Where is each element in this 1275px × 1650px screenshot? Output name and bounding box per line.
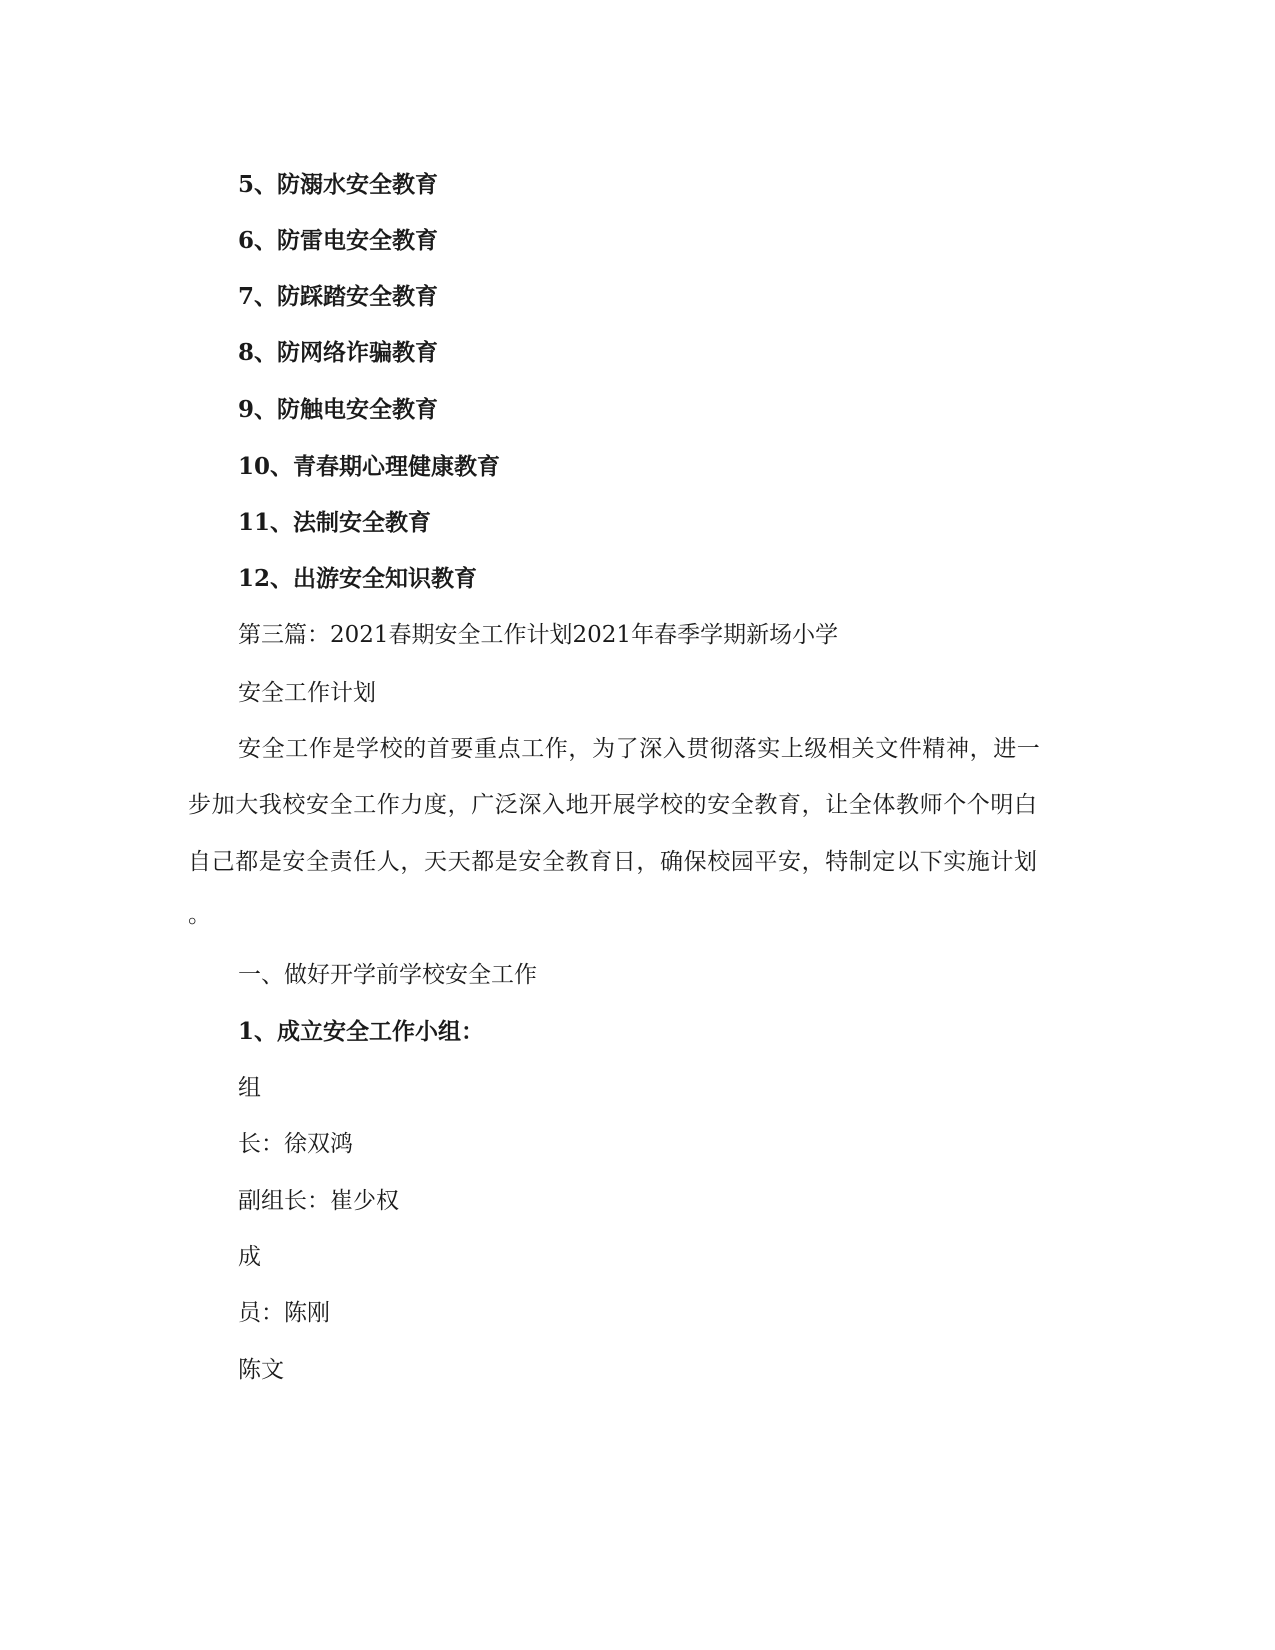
list-item: 11、法制安全教育 [238,509,432,536]
section-heading: 第三篇：2021春期安全工作计划2021年春季学期新场小学 [238,622,839,648]
group-member-line: 员：陈刚 [238,1300,330,1326]
part-one-heading: 一、做好开学前学校安全工作 [238,962,537,988]
list-item: 5、防溺水安全教育 [238,171,439,198]
list-item: 6、防雷电安全教育 [238,227,439,254]
item-one-heading: 1、成立安全工作小组： [238,1018,485,1045]
group-leader-char: 组 [238,1075,261,1101]
group-leader-line: 长：徐双鸿 [238,1131,353,1157]
intro-paragraph-line: 安全工作是学校的首要重点工作，为了深入贯彻落实上级相关文件精神，进一 [238,736,1041,762]
intro-paragraph-line: 自己都是安全责任人，天天都是安全教育日，确保校园平安，特制定以下实施计划 [188,849,1038,875]
group-deputy-line: 副组长：崔少权 [238,1188,399,1214]
section-subtitle: 安全工作计划 [238,680,376,706]
list-item: 9、防触电安全教育 [238,396,439,423]
list-item: 7、防踩踏安全教育 [238,283,439,310]
group-member-char: 成 [238,1244,261,1270]
intro-paragraph-line: 步加大我校安全工作力度，广泛深入地开展学校的安全教育，让全体教师个个明白 [188,792,1038,818]
intro-paragraph-line: 。 [188,902,211,928]
list-item: 12、出游安全知识教育 [238,565,478,592]
list-item: 10、青春期心理健康教育 [238,453,501,480]
list-item: 8、防网络诈骗教育 [238,339,439,366]
group-member-extra: 陈文 [238,1357,284,1383]
